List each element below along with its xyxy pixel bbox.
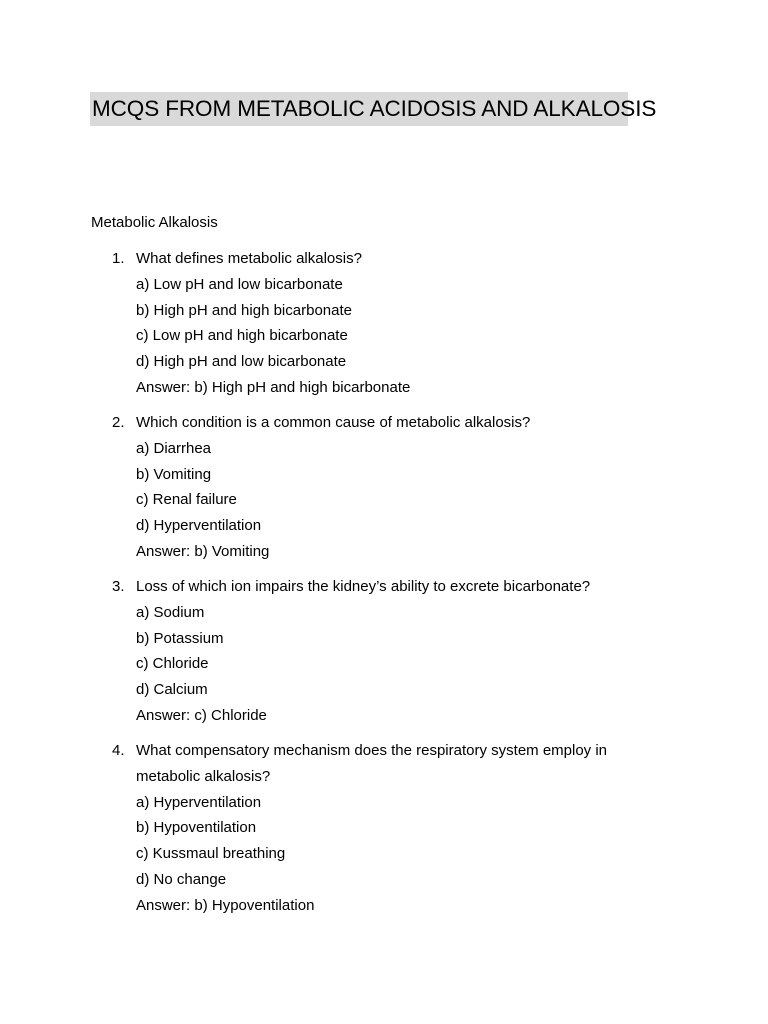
question-number: 2.: [112, 414, 125, 431]
answer-line: Answer: b) High pH and high bicarbonate: [136, 379, 411, 396]
answer-line: Answer: c) Chloride: [136, 707, 267, 724]
question-text-continued: metabolic alkalosis?: [136, 767, 271, 785]
question-number: 3.: [112, 578, 125, 595]
question-number: 1.: [112, 250, 125, 267]
option-a: a) Sodium: [136, 603, 205, 621]
option-d: d) Calcium: [136, 681, 208, 699]
option-b: b) Hypoventilation: [136, 819, 257, 837]
page-title: MCQS FROM METABOLIC ACIDOSIS AND ALKALOSIS: [90, 92, 628, 126]
question-text: Which condition is a common cause of metabolic alkalosis?: [136, 414, 531, 431]
option-b: b) Vomiting: [136, 465, 212, 483]
option-c: c) Chloride: [136, 655, 209, 673]
option-d: d) Hyperventilation: [136, 517, 262, 535]
option-d: d) No change: [136, 871, 227, 888]
question-number: 4.: [112, 742, 125, 759]
option-c: c) Kussmaul breathing: [136, 845, 286, 863]
option-d: d) High pH and low bicarbonate: [136, 353, 347, 371]
option-a: a) Low pH and low bicarbonate: [136, 275, 343, 293]
option-a: a) Hyperventilation: [136, 793, 262, 811]
section-heading: Metabolic Alkalosis: [91, 214, 218, 231]
question-text: What compensatory mechanism does the respiratory system employ in: [136, 742, 608, 759]
answer-line: Answer: b) Vomiting: [136, 543, 270, 560]
option-c: c) Low pH and high bicarbonate: [136, 327, 348, 345]
question-text: What defines metabolic alkalosis?: [136, 250, 362, 267]
option-b: b) Potassium: [136, 629, 224, 647]
option-b: b) High pH and high bicarbonate: [136, 301, 352, 319]
option-a: a) Diarrhea: [136, 439, 212, 457]
answer-line: Answer: b) Hypoventilation: [136, 896, 315, 914]
question-text: Loss of which ion impairs the kidney’s ability to excrete bicarbonate?: [136, 578, 591, 595]
option-c: c) Renal failure: [136, 491, 237, 509]
